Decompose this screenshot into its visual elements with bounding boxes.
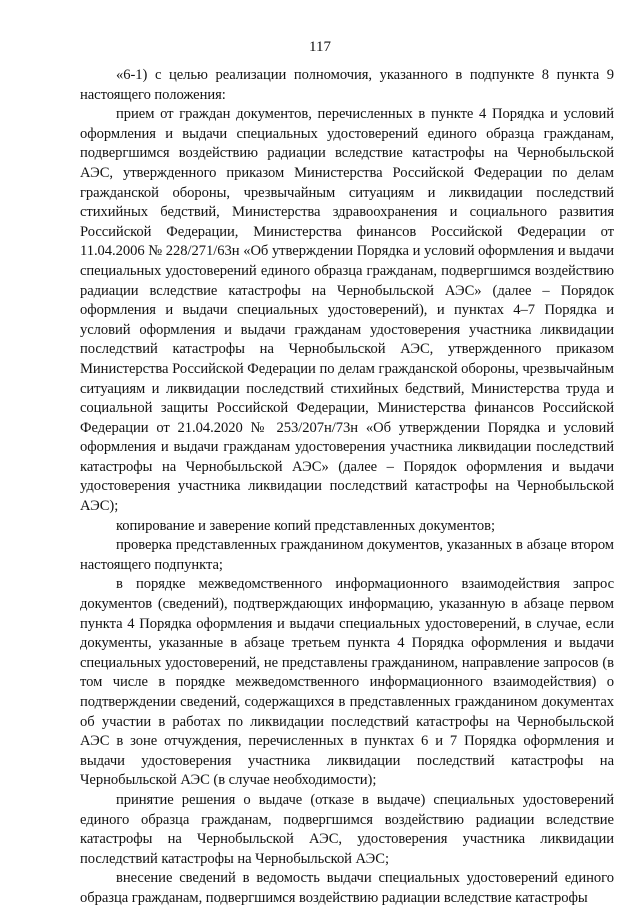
document-body: [80, 66, 614, 909]
paragraph-verification: проверка представленных гражданином документов, указанных в абзаце втором настоящего подпункта;: [80, 537, 614, 573]
paragraph-decision: принятие решения о выдаче (отказе в выдаче) специальных удостоверений единого образца гражданам, подвергшимся воздействию радиации вследствие катастрофы на Чернобыльской АЭС, удостоверения участника ликвидации последствий катастрофы на Чернобыльской АЭС;: [80, 791, 614, 867]
paragraph-document-intake: прием от граждан документов, перечисленных в пункте 4 Порядка и условий оформления и выдачи специальных удостоверений единого образца гражданам, подвергшимся воздействию радиации вследствие катастрофы на Чернобыльской АЭС, утвержденного приказом Министерства Российской Федерации по делам гражданской обороны, чрезвычайным ситуациям и ликвидации последствий стихийных бедствий, Министерства здравоохранения и социального развития Российской Федерации, Министерства финансов Российской Федерации от 11.04.2006 № 228/271/63н «Об утверждении Порядка и условий оформления и выдачи специальных удостоверений единого образца гражданам, подвергшимся воздействию радиации вследствие катастрофы на Чернобыльской АЭС» (далее – Порядок оформления и выдачи специальных удостоверений), и пунктах 4–7 Порядка и условий оформления и выдачи гражданам удостоверения участника ликвидации последствий катастрофы на Чернобыльской АЭС, утвержденного приказом Министерства Российской Федерации по делам гражданской обороны, чрезвычайным ситуациям и ликвидации последствий стихийных бедствий, Министерства труда и социальной защиты Российской Федерации, Министерства финансов Российской Федерации от 21.04.2020 № 253/207н/73н «Об утверждении Порядка и условий оформления и выдачи гражданам удостоверения участника ликвидации последствий катастрофы на Чернобыльской АЭС» (далее – Порядок оформления и выдачи удостоверения участника ликвидации последствий катастрофы на Чернобыльской АЭС);: [80, 106, 614, 515]
paragraph-intro: «6-1) с целью реализации полномочия, указанного в подпункте 8 пункта 9 настоящего положения:: [80, 67, 614, 103]
paragraph-interagency-request: в порядке межведомственного информационного взаимодействия запрос документов (сведений), подтверждающих информацию, указанную в абзаце первом пункта 4 Порядка оформления и выдачи специальных удостоверений, в случае, если документы, указанные в абзаце третьем пункта 4 Порядка оформления и выдачи специальных удостоверений, не представлены гражданином, направление запросов (в том числе в порядке межведомственного информационного взаимодействия) о подтверждении сведений, содержащихся в представленных гражданином документах об участии в работах по ликвидации последствий катастрофы на Чернобыльской АЭС в зоне отчуждения, перечисленных в пунктах 6 и 7 Порядка оформления и выдачи удостоверения участника ликвидации последствий катастрофы на Чернобыльской АЭС (в случае необходимости);: [80, 576, 614, 789]
page-number: 117: [309, 39, 331, 55]
paragraph-copying: копирование и заверение копий представленных документов;: [116, 517, 496, 534]
paragraph-register-entry: внесение сведений в ведомость выдачи специальных удостоверений единого образца гражданам, подвергшимся воздействию радиации вследствие катастрофы: [80, 870, 614, 906]
